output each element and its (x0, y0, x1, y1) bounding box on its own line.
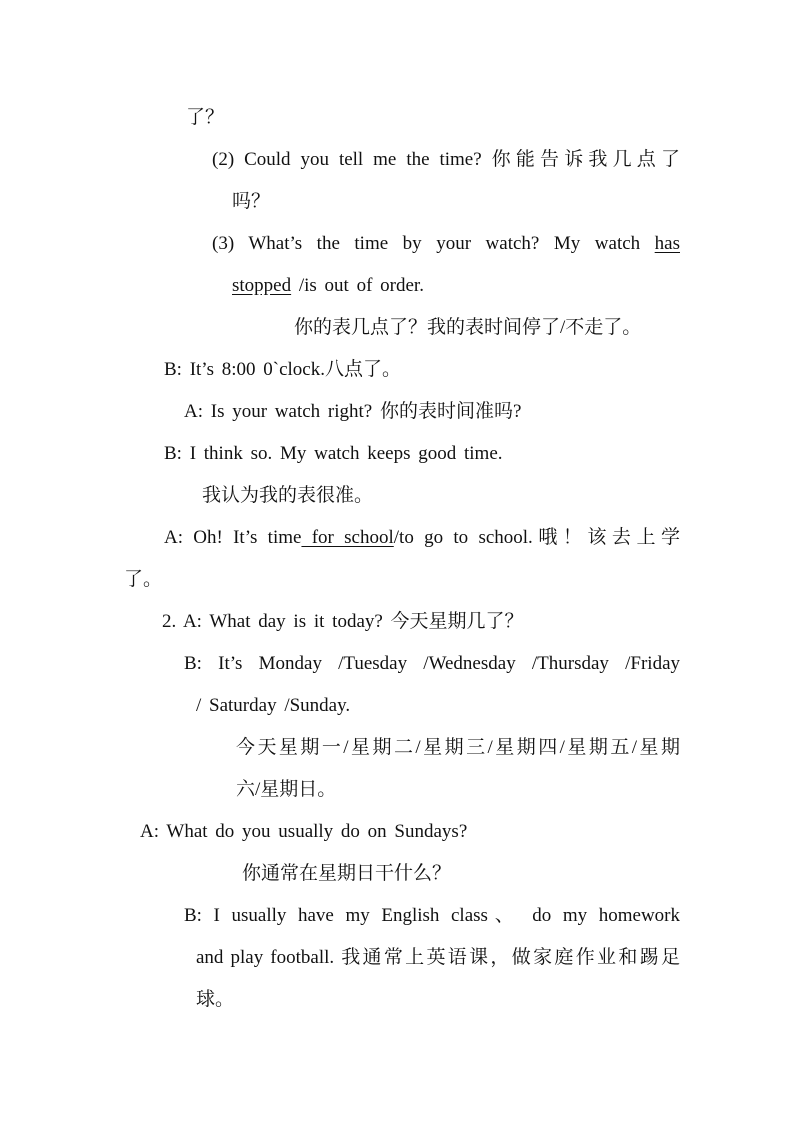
text-line: 你的表几点了？我的表时间停了/不走了。 (294, 317, 642, 338)
text-span: A: Oh! It’s time (164, 527, 302, 548)
text-line: B: I usually have my English class、 do my homework (184, 905, 680, 926)
text-line (232, 274, 424, 298)
text-line: 六/星期日。 (236, 779, 337, 800)
text-span: /is out of order. (291, 275, 424, 296)
text-line: 今天星期一/星期二/星期三/星期四/星期五/星期 (236, 737, 680, 758)
text-line (164, 526, 680, 550)
text-line: / Saturday /Sunday. (196, 695, 351, 716)
text-line: 2. A: What day is it today? 今天星期几了？ (162, 611, 524, 632)
underlined-answer: stopped (232, 275, 292, 296)
text-span: (3) What’s the time by your watch? My watch (212, 233, 655, 254)
text-line: B: It’s Monday /Tuesday /Wednesday /Thursday /Friday (184, 653, 680, 674)
text-line: 我认为我的表很准。 (202, 485, 374, 506)
underlined-answer: for school (301, 527, 394, 548)
text-span: /to go to school.哦！该去上学 (393, 527, 680, 548)
text-line: 你通常在星期日干什么？ (242, 863, 452, 884)
text-line: A: What do you usually do on Sundays? (140, 821, 468, 842)
text-line: A: Is your watch right? 你的表时间准吗? (184, 401, 522, 422)
text-line: and play football. 我通常上英语课，做家庭作业和踢足 (196, 947, 680, 968)
text-line: 球。 (196, 989, 235, 1010)
text-line: 吗？ (232, 191, 271, 212)
text-line: B: It’s 8:00 0`clock.八点了。 (164, 359, 401, 380)
text-line: (2) Could you tell me the time? 你能告诉我几点了 (212, 149, 680, 170)
text-line: B: I think so. My watch keeps good time. (164, 443, 503, 464)
underlined-answer: has (654, 233, 680, 254)
text-line (212, 232, 680, 256)
text-line: 了。 (124, 569, 163, 590)
text-line: 了？ (186, 107, 225, 128)
